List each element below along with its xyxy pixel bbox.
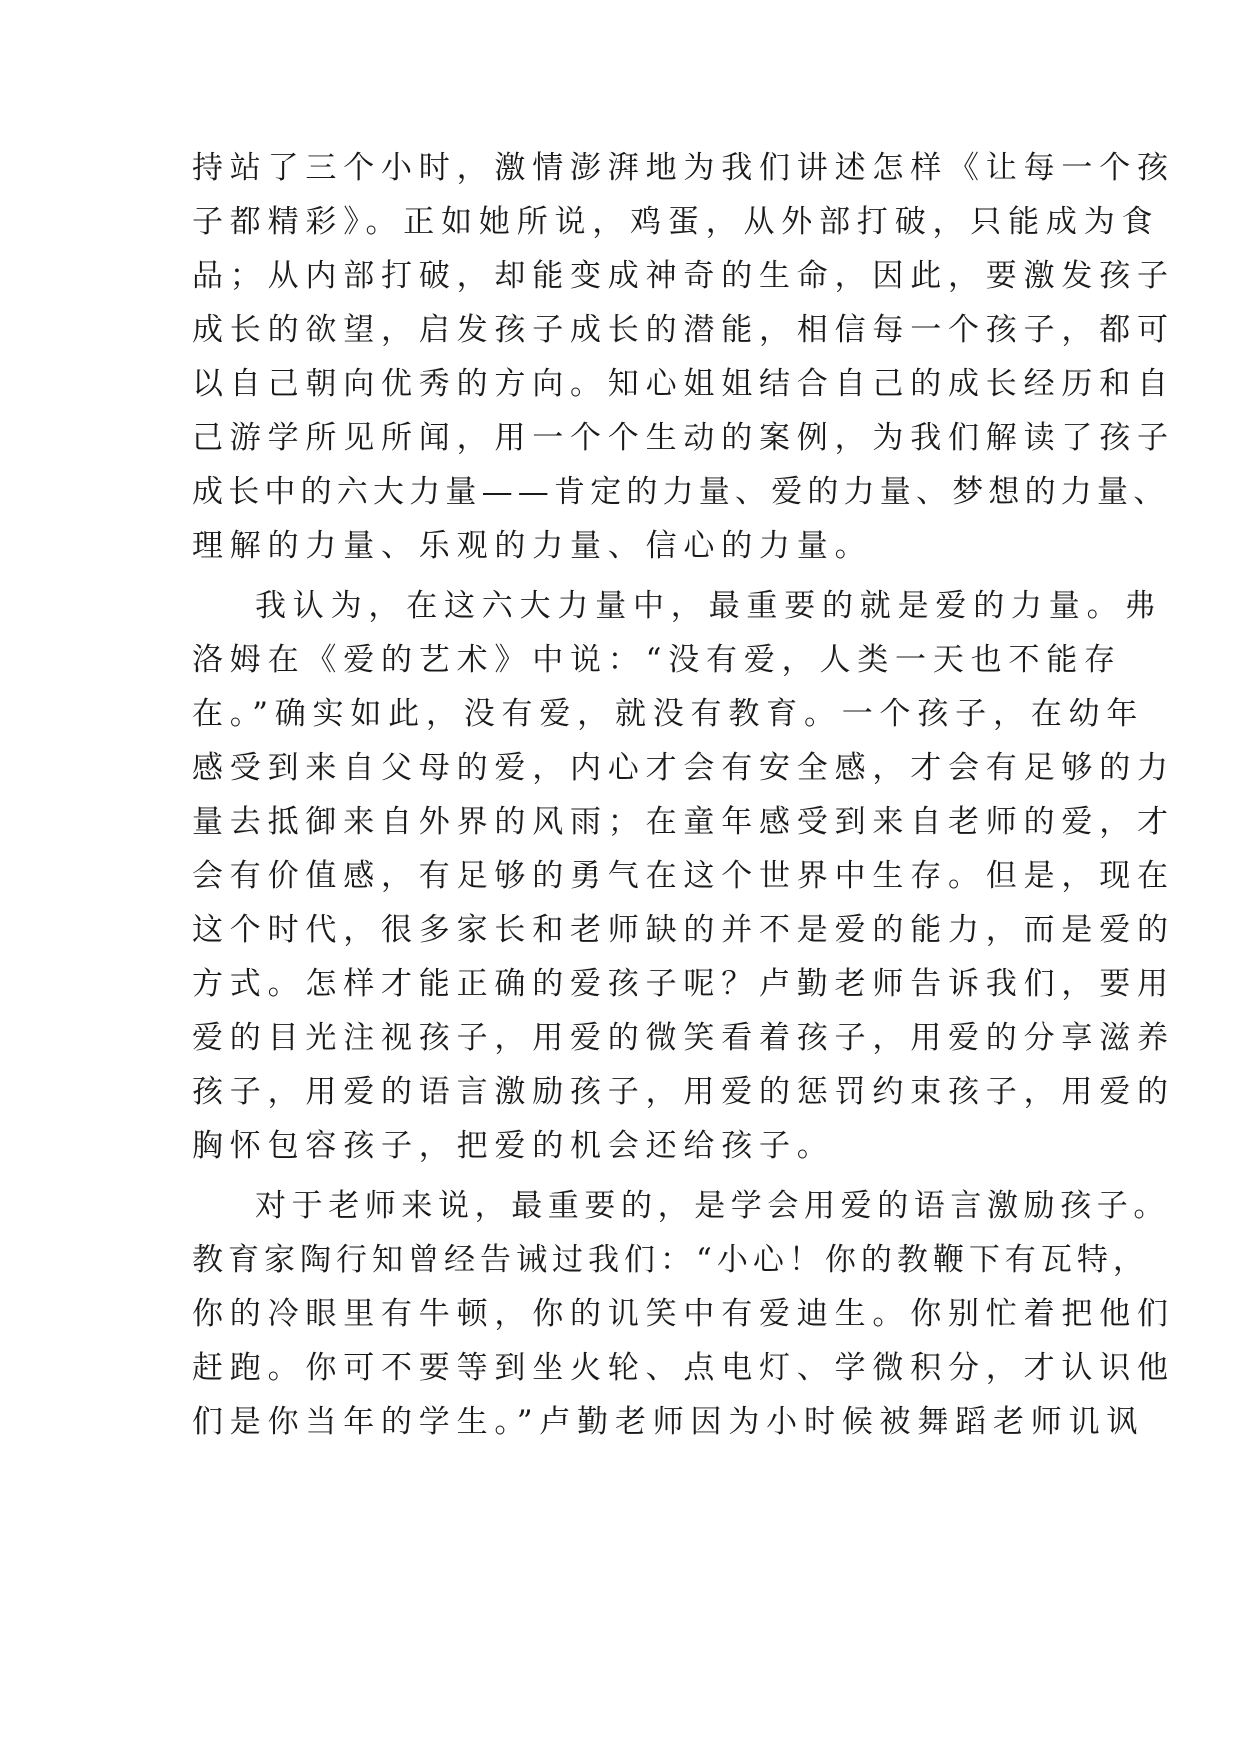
text-line: 成长中的六大力量——肯定的力量、爱的力量、梦想的力量、 [192, 474, 1170, 510]
text-line: 成长的欲望，启发孩子成长的潜能，相信每一个孩子，都可 [192, 312, 1175, 348]
text-line: 爱的目光注视孩子，用爱的微笑看着孩子，用爱的分享滋养 [192, 1020, 1175, 1056]
text-line: 量去抵御来自外界的风雨；在童年感受到来自老师的爱，才 [192, 804, 1175, 840]
text-line: 胸怀包容孩子，把爱的机会还给孩子。 [192, 1128, 835, 1164]
text-line: 这个时代，很多家长和老师缺的并不是爱的能力，而是爱的 [192, 912, 1175, 948]
text-line: 感受到来自父母的爱，内心才会有安全感，才会有足够的力 [192, 750, 1175, 786]
paragraph-first-line: 对于老师来说，最重要的，是学会用爱的语言激励孩子。 [255, 1188, 1170, 1224]
text-line: 在。”确实如此，没有爱，就没有教育。一个孩子，在幼年 [192, 696, 1145, 732]
text-line: 赶跑。你可不要等到坐火轮、点电灯、学微积分，才认识他 [192, 1350, 1175, 1386]
text-line: 己游学所见所闻，用一个个生动的案例，为我们解读了孩子 [192, 420, 1175, 456]
text-line: 洛姆在《爱的艺术》中说：“没有爱，人类一天也不能存 [192, 642, 1122, 678]
text-line: 持站了三个小时，激情澎湃地为我们讲述怎样《让每一个孩 [192, 150, 1175, 186]
text-line: 方式。怎样才能正确的爱孩子呢？卢勤老师告诉我们，要用 [192, 966, 1175, 1002]
text-line: 以自己朝向优秀的方向。知心姐姐结合自己的成长经历和自 [192, 366, 1175, 402]
paragraph-first-line: 我认为，在这六大力量中，最重要的就是爱的力量。弗 [255, 588, 1163, 624]
text-line: 教育家陶行知曾经告诫过我们：“小心！你的教鞭下有瓦特， [192, 1242, 1149, 1278]
text-line: 孩子，用爱的语言激励孩子，用爱的惩罚约束孩子，用爱的 [192, 1074, 1175, 1110]
text-line: 子都精彩》。正如她所说，鸡蛋，从外部打破，只能成为食 [192, 204, 1160, 240]
text-line: 品；从内部打破，却能变成神奇的生命，因此，要激发孩子 [192, 258, 1175, 294]
text-line: 们是你当年的学生。”卢勤老师因为小时候被舞蹈老师讥讽 [192, 1404, 1145, 1440]
text-line: 会有价值感，有足够的勇气在这个世界中生存。但是，现在 [192, 858, 1175, 894]
text-line: 理解的力量、乐观的力量、信心的力量。 [192, 528, 873, 564]
text-line: 你的冷眼里有牛顿，你的讥笑中有爱迪生。你别忙着把他们 [192, 1296, 1175, 1332]
